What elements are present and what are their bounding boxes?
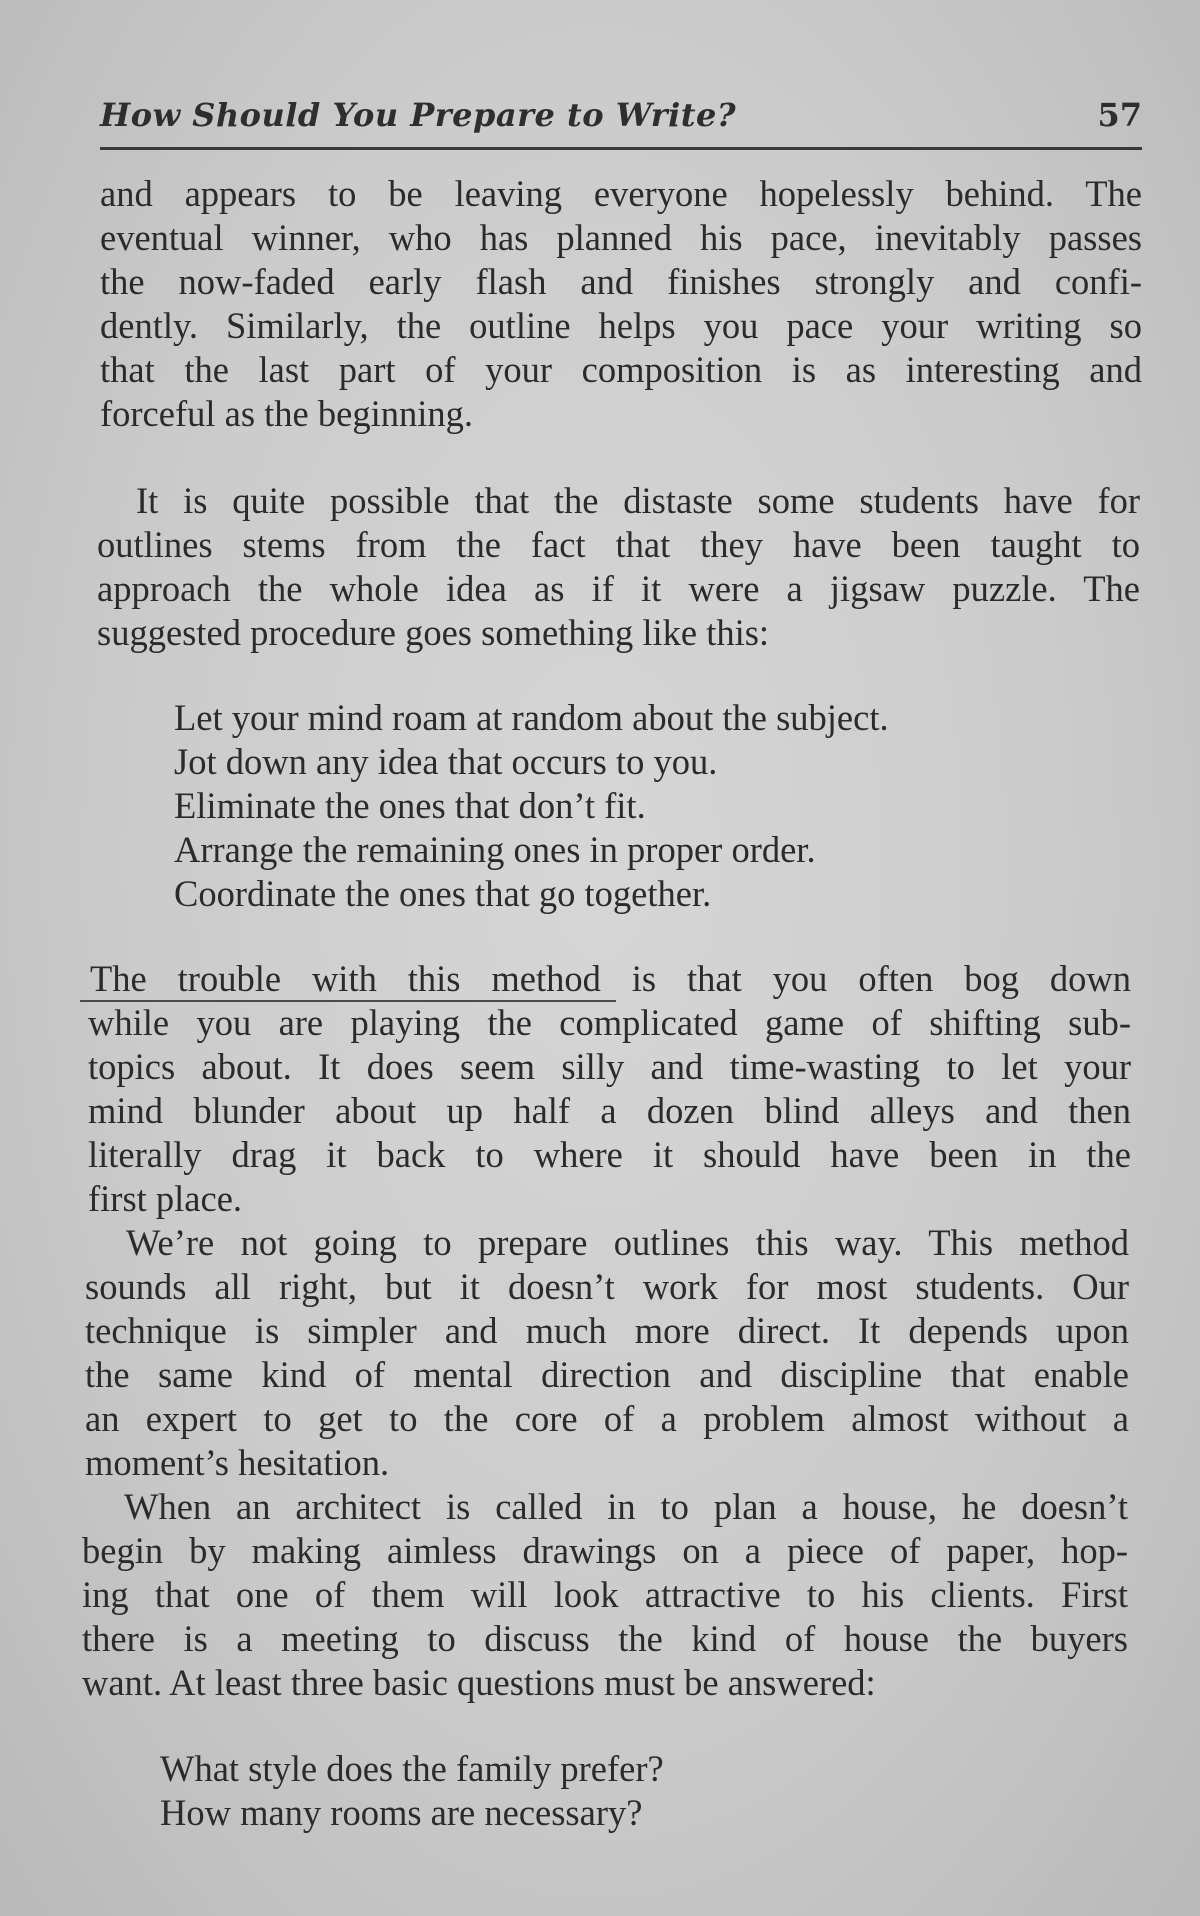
text-line: It is quite possible that the distaste some students have for [136,480,1140,521]
text-line: topics about. It does seem silly and time-wasting to let your [88,1046,1131,1087]
text-line: and appears to be leaving everyone hopelessly behind. The [100,173,1142,214]
list-item: Jot down any idea that occurs to you. [174,741,718,782]
text-line: ing that one of them will look attractive to his clients. First [82,1574,1128,1615]
text-line: want. At least three basic questions must be answered: [82,1662,876,1703]
running-head [100,96,1142,146]
list-item: Eliminate the ones that don’t fit. [174,785,646,826]
text-line: forceful as the beginning. [100,393,473,434]
text-line: technique is simpler and much more direct. It depends upon [85,1310,1129,1351]
text-line: sounds all right, but it doesn’t work for most students. Our [85,1266,1129,1307]
text-line: while you are playing the complicated game of shifting sub- [88,1002,1131,1043]
text-line: eventual winner, who has planned his pace, inevitably passes [100,217,1142,258]
text-line: moment’s hesitation. [85,1442,390,1483]
text-line: an expert to get to the core of a problem almost without a [85,1398,1129,1439]
text-line: the now-faded early flash and finishes strongly and confi- [100,261,1142,302]
text-line: dently. Similarly, the outline helps you pace your writing so [100,305,1142,346]
list-item: Let your mind roam at random about the subject. [174,697,889,738]
running-title: How Should You Prepare to Write? [100,96,737,134]
list-item: Coordinate the ones that go together. [174,873,712,914]
text-line: mind blunder about up half a dozen blind alleys and then [88,1090,1131,1131]
page-number: 57 [1097,96,1142,134]
text-line: approach the whole idea as if it were a jigsaw puzzle. The [97,568,1140,609]
text-line: the same kind of mental direction and discipline that enable [85,1354,1129,1395]
text-line: suggested procedure goes something like this: [97,612,770,653]
text-line: The trouble with this method is that you often bog down [90,958,1131,999]
header-rule [100,147,1142,150]
text-line: there is a meeting to discuss the kind of house the buyers [82,1618,1128,1659]
list-item: How many rooms are necessary? [160,1792,643,1833]
text-line: first place. [88,1178,243,1219]
text-line: outlines stems from the fact that they have been taught to [97,524,1140,565]
text-line: When an architect is called in to plan a house, he doesn’t [124,1486,1128,1527]
list-item: What style does the family prefer? [160,1748,664,1789]
text-line: begin by making aimless drawings on a piece of paper, hop- [82,1530,1128,1571]
text-line: literally drag it back to where it should have been in the [88,1134,1131,1175]
list-item: Arrange the remaining ones in proper order. [174,829,816,870]
text-line: We’re not going to prepare outlines this way. This method [126,1222,1129,1263]
text-line: that the last part of your composition is as interesting and [100,349,1142,390]
